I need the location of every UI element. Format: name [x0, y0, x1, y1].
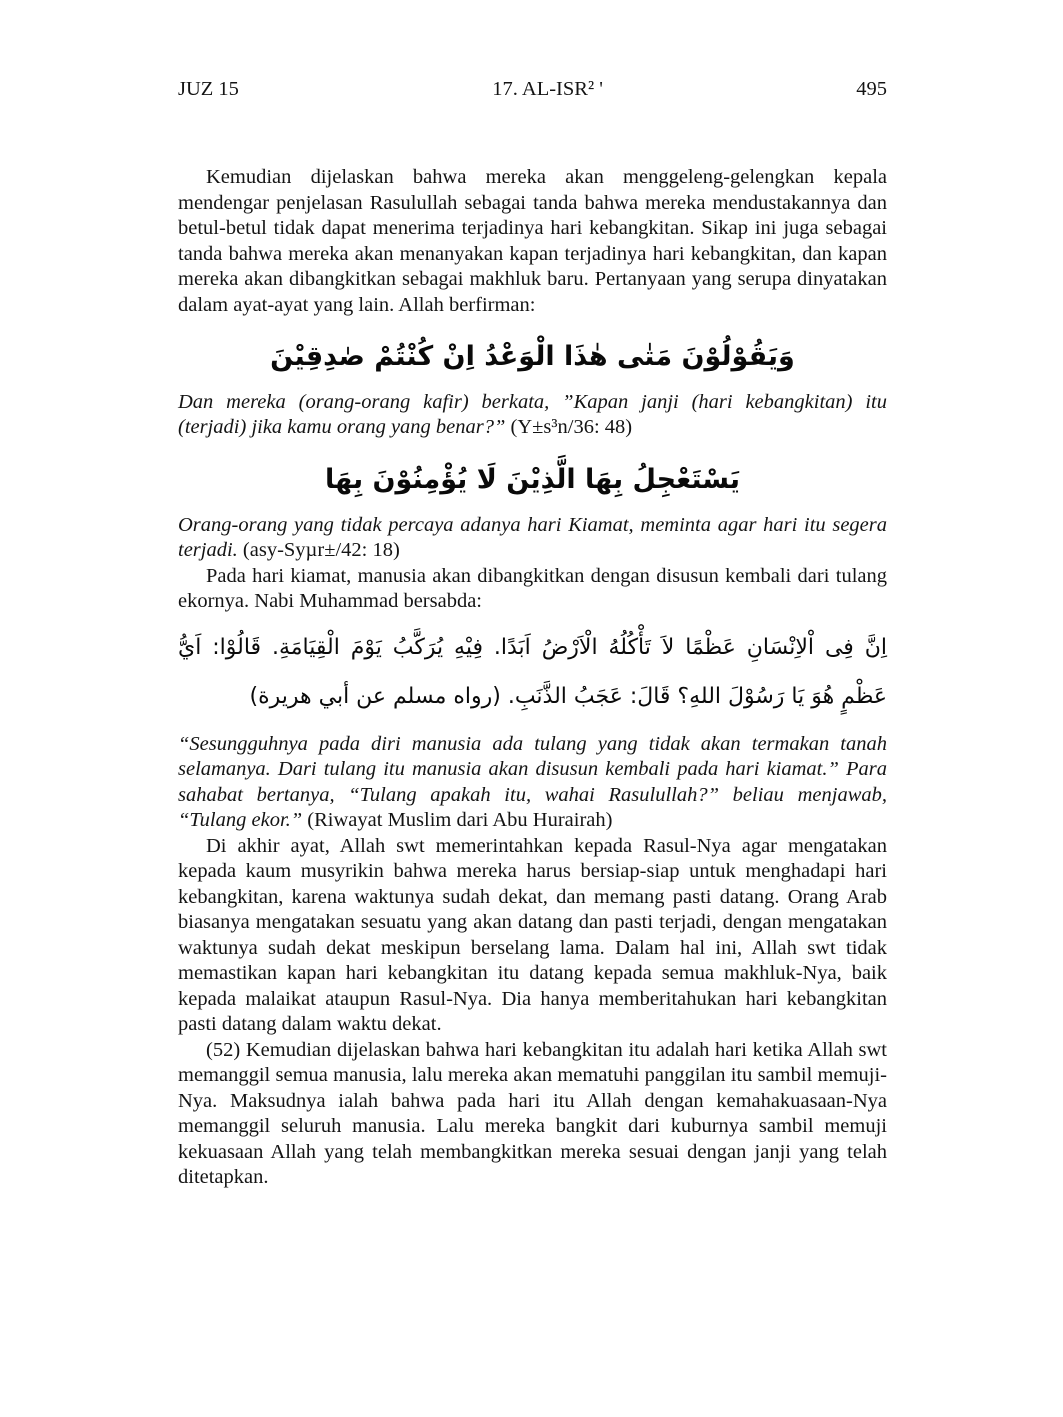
- header-page-number: 495: [856, 78, 887, 100]
- hadith-arabic-text: اِنَّ فِى اْلاِنْسَانِ عَظْمًا لاَ تَأْكُلُهُ الْاَرْضُ اَبَدًا. فِيْهِ يُرَكَّبُ يَوْمَ الْقِيَامَةِ. قَالُوْا: اَيُّ عَظْمٍ هُوَ يَا رَسُوْلَ اللهِ؟ قَالَ: عَجَبُ الذَّنَبِ. (رواه مسلم عن أبي هريرة): [178, 634, 887, 710]
- paragraph-verse-52: (52) Kemudian dijelaskan bahwa hari kebangkitan itu adalah hari ketika Allah swt memanggil semua manusia, lalu mereka akan mematuhi panggilan itu sambil memuji-Nya. Maksudnya ialah bahwa pada hari itu Allah dengan kemahakuasaan-Nya memanggil seluruh manusia. Lalu mereka bangkit dari kuburnya sambil memuji kekuasaan Allah yang telah membangkitkan mereka sesuai dengan janji yang telah ditetapkan.: [178, 1038, 887, 1189]
- translation-text: “Sesungguhnya pada diri manusia ada tulang yang tidak akan termakan tanah selamanya. Dari tulang itu manusia akan disusun kembali pada hari kiamat.” Para sahabat bertanya, “Tulang apakah itu, wahai Rasulullah?” beliau menjawab, “Tulang ekor.”: [178, 732, 887, 832]
- paragraph-resurrection: Pada hari kiamat, manusia akan dibangkitkan dengan disusun kembali dari tulang ekornya. Nabi Muhammad bersabda:: [178, 564, 887, 613]
- translation-text: Orang-orang yang tidak percaya adanya hari Kiamat, meminta agar hari itu segera terjadi.: [178, 513, 887, 562]
- verse-reference: (asy-Syµr±/42: 18): [242, 539, 400, 562]
- verse-translation-yasin: [178, 390, 887, 441]
- verse-translation-syura: [178, 513, 887, 564]
- paragraph-intro: Kemudian dijelaskan bahwa mereka akan menggeleng-gelengkan kepala mendengar penjelasan Rasulullah sebagai tanda bahwa mereka mendustakannya dan betul-betul tidak dapat menerima terjadinya hari kebangkitan. Sikap ini juga sebagai tanda bahwa mereka akan menanyakan kapan terjadinya hari kebangkitan, dan kapan mereka akan dibangkitkan sebagai makhluk baru. Pertanyaan yang serupa dinyatakan dalam ayat-ayat yang lain. Allah berfirman:: [178, 166, 887, 316]
- quran-verse-yasin-arabic: وَيَقُوْلُوْنَ مَتٰى هٰذَا الْوَعْدُ اِنْ كُنْتُمْ صٰدِقِيْنَ: [270, 341, 795, 372]
- hadith-translation: [178, 732, 887, 834]
- header-surah-title: 17. AL-ISR² ': [492, 78, 603, 100]
- page-header: [178, 78, 887, 101]
- translation-text: Dan mereka (orang-orang kafir) berkata, ”Kapan janji (hari kebangkitan) itu (terjadi) jika kamu orang yang benar?”: [178, 390, 887, 439]
- quran-verse-syura-arabic: يَسْتَعْجِلُ بِهَا الَّذِيْنَ لَا يُؤْمِنُوْنَ بِهَا: [325, 463, 740, 495]
- verse-reference: (Y±s³n/36: 48): [510, 416, 633, 439]
- header-juz-label: JUZ 15: [178, 78, 239, 100]
- paragraph-end-of-verse: Di akhir ayat, Allah swt memerintahkan kepada Rasul-Nya agar mengatakan kepada kaum musyrikin bahwa mereka harus bersiap-siap untuk menghadapi hari kebangkitan, karena waktunya sudah dekat, dan memang pasti datang. Orang Arab biasanya mengatakan sesuatu yang akan datang dan pasti terjadi, dengan mengatakan waktunya sudah dekat meskipun berselang lama. Dalam hal ini, Allah swt tidak memastikan kapan hari kebangkitan itu datang kepada semua makhluk-Nya, baik kepada malaikat ataupun Rasul-Nya. Dia hanya memberitahukan hari kebangkitan pasti datang dalam waktu dekat.: [178, 834, 887, 1036]
- hadith-reference: (Riwayat Muslim dari Abu Hurairah): [307, 809, 613, 832]
